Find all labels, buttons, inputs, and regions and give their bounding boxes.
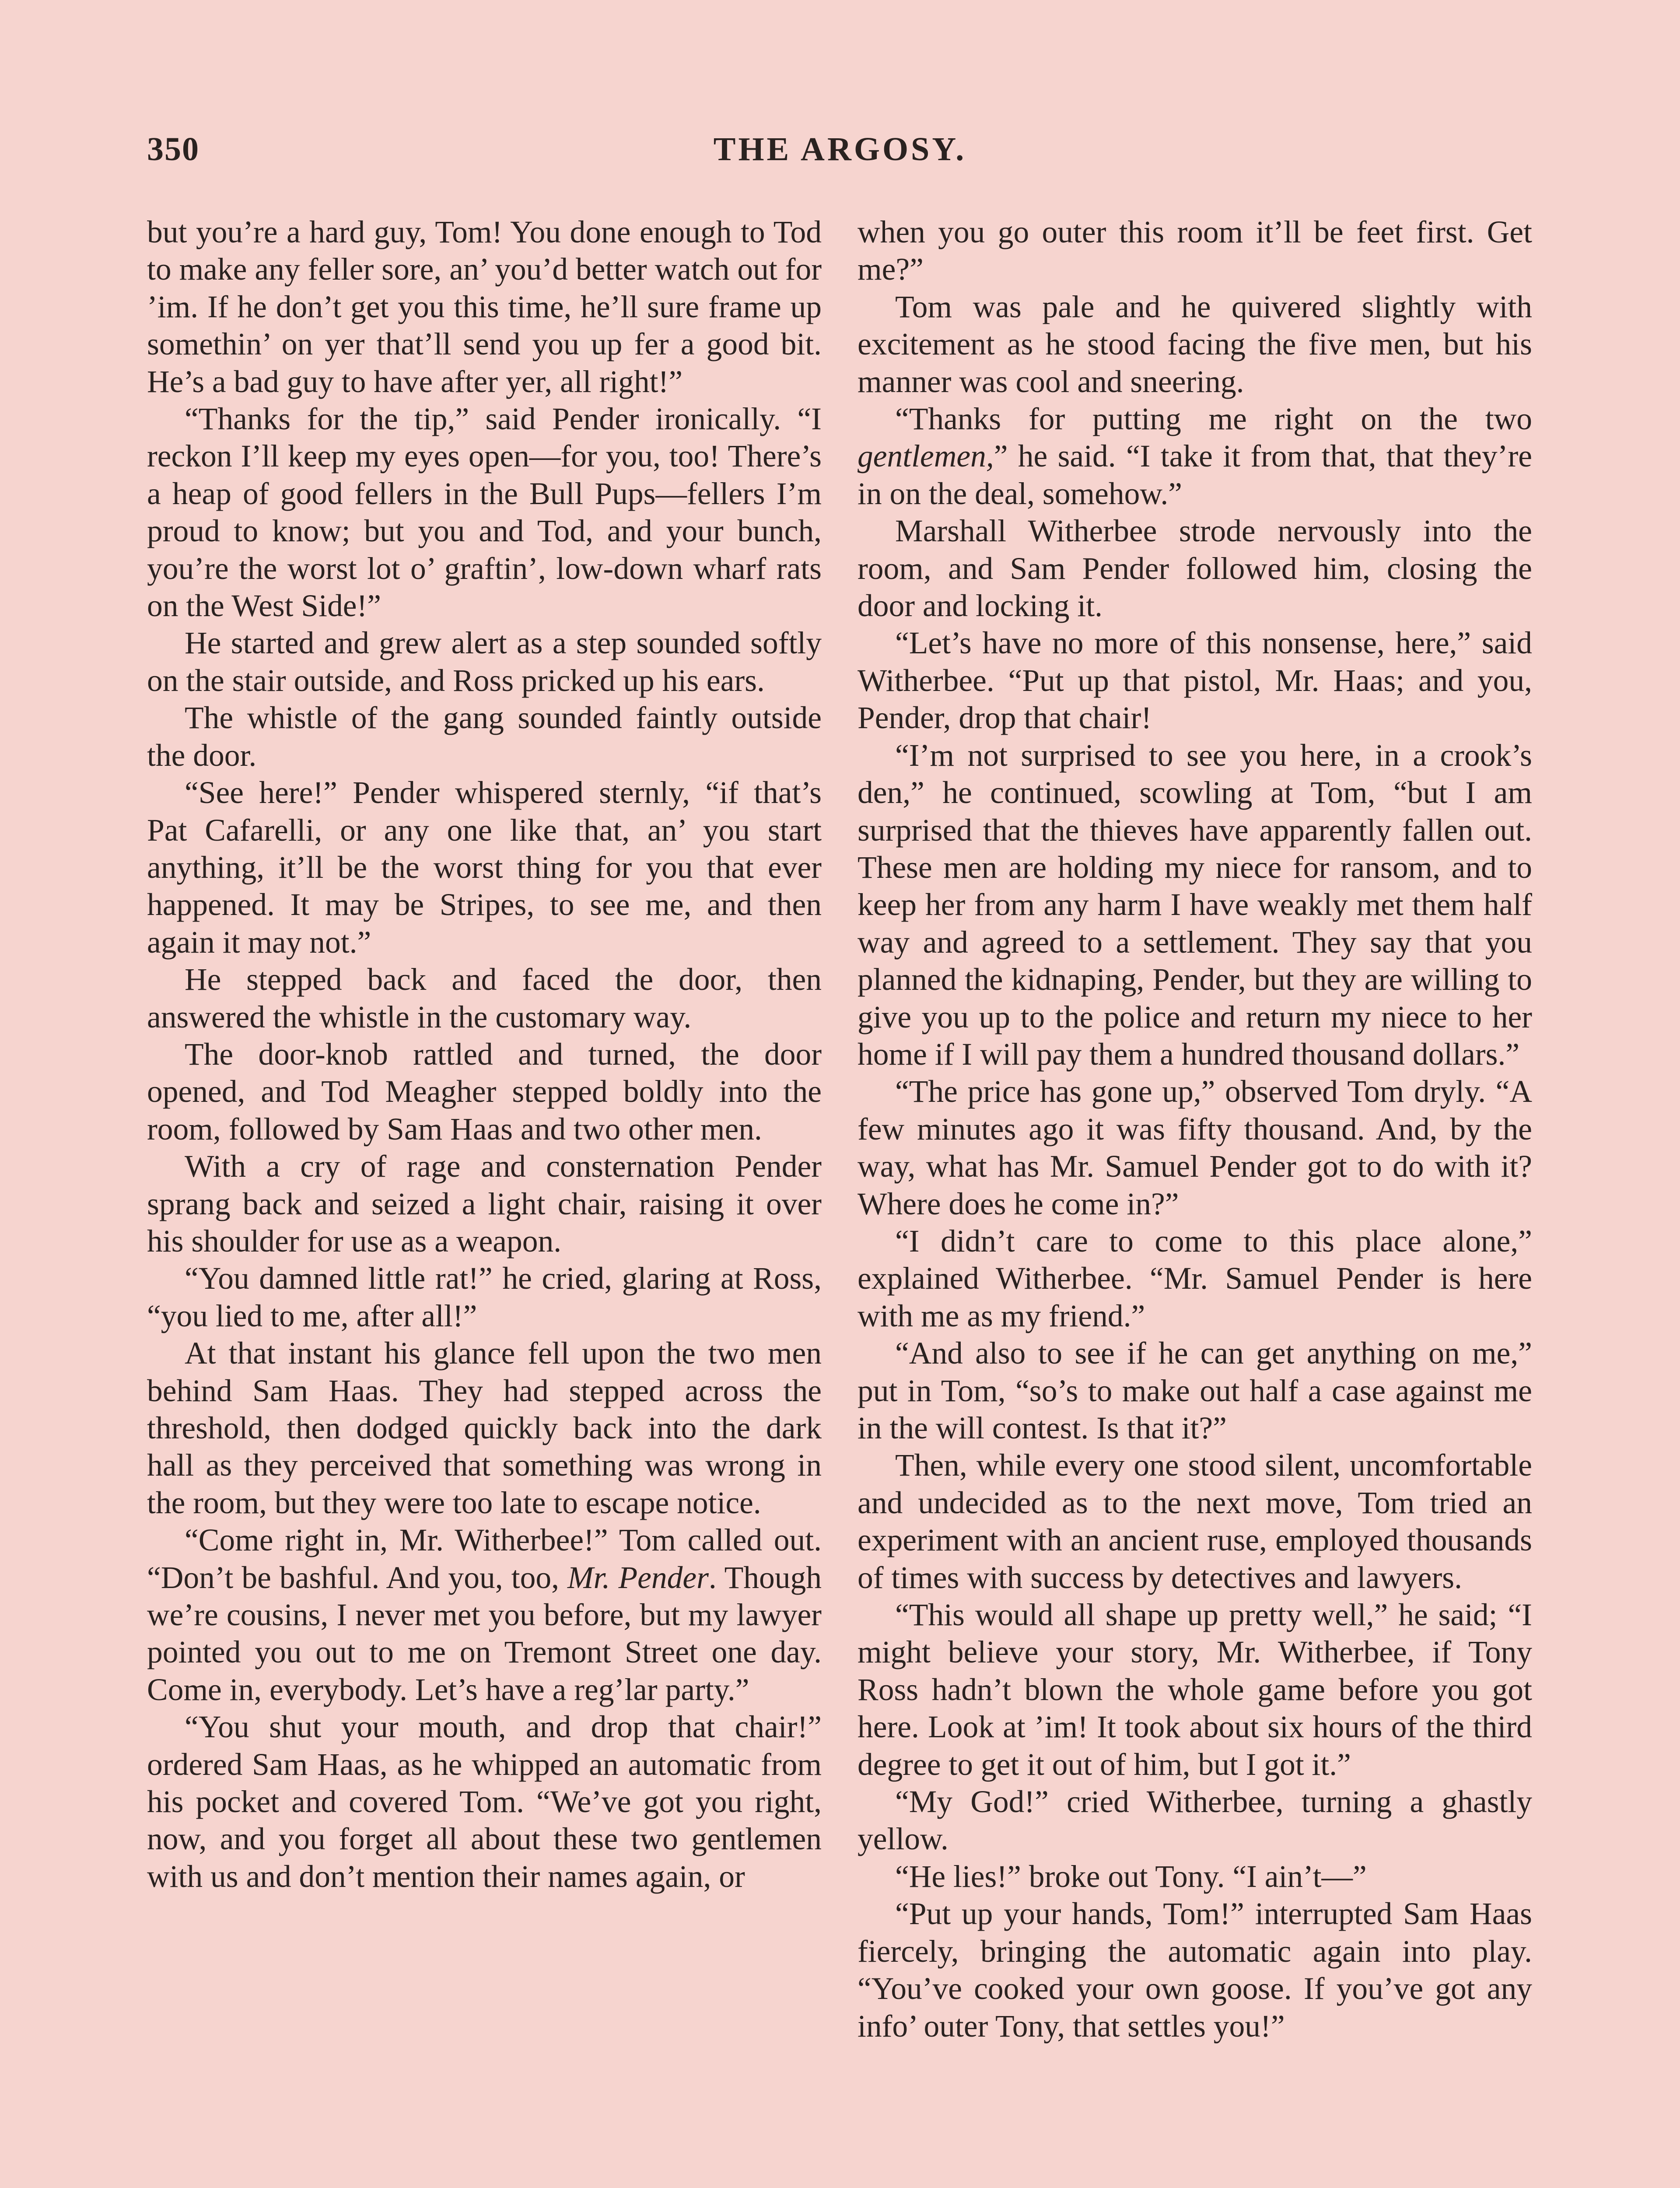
paragraph: He stepped back and faced the door, then answered the whistle in the customary way. [147, 962, 822, 1034]
paragraph: “I didn’t care to come to this place alone,” explained Witherbee. “Mr. Samuel Pender is here with me as my friend.” [858, 1224, 1532, 1333]
running-head: THE ARGOSY. [713, 131, 967, 168]
paragraph: when you go outer this room it’ll be feet first. Get me?” [858, 215, 1532, 287]
paragraph [858, 400, 1532, 512]
paragraph: “See here!” Pender whispered sternly, “if that’s Pat Cafarelli, or any one like that, an’ you start anything, it’ll be the worst thing for you that ever happened. It may be Stripes, to see me, and then again it may not.” [147, 775, 822, 960]
paragraph-text: “Come right in, Mr. Witherbee!” Tom called out. “Don’t be bashful. And you, too, [147, 1523, 822, 1595]
paragraph: “This would all shape up pretty well,” he said; “I might believe your story, Mr. Witherbee, if Tony Ross hadn’t blown the whole game before you got here. Look at ’im! It took about six hours of the third degree to get it out of him, but I got it.” [858, 1598, 1532, 1782]
paragraph: At that instant his glance fell upon the two men behind Sam Haas. They had stepped across the threshold, then dodged quickly back into the dark hall as they perceived that something was wrong in the room, but they were too late to escape notice. [147, 1336, 822, 1520]
paragraph-text: . Though we’re cousins, I never met you before, but my lawyer pointed you out to me on Tremont Street one day. Come in, everybody. Let’s have a reg’lar party.” [147, 1560, 822, 1707]
paragraph: “And also to see if he can get anything on me,” put in Tom, “so’s to make out half a case against me in the will contest. Is that it?” [858, 1336, 1532, 1445]
paragraph: “He lies!” broke out Tony. “I ain’t—” [895, 1859, 1367, 1894]
paragraph: “Let’s have no more of this nonsense, here,” said Witherbee. “Put up that pistol, Mr. Haas; and you, Pender, drop that chair! [858, 626, 1532, 736]
paragraph: “I’m not surprised to see you here, in a crook’s den,” he continued, scowling at Tom, “but I am surprised that the thieves have apparently fallen out. These men are holding my niece for ransom, and to keep her from any harm I have weakly met them half way and agreed to a settlement. They say that you planned the kidnaping, Pender, but they are willing to give you up to the police and return my niece to her home if I will pay them a hundred thousand dollars.” [858, 738, 1532, 1072]
paragraph: “You shut your mouth, and drop that chair!” ordered Sam Haas, as he whipped an automatic from his pocket and covered Tom. “We’ve got you right, now, and you forget all about these two gentlemen with us and don’t mention their names again, or [147, 1710, 822, 1894]
paragraph: Tom was pale and he quivered slightly with excitement as he stood facing the five men, but his manner was cool and sneering. [858, 289, 1532, 399]
paragraph: “My God!” cried Witherbee, turning a ghastly yellow. [858, 1785, 1532, 1857]
paragraph: Marshall Witherbee strode nervously into the room, and Sam Pender followed him, closing the door and locking it. [858, 514, 1532, 624]
left-column [147, 214, 822, 1895]
italic-name: Mr. Pender [567, 1560, 709, 1595]
paragraph-text: “Thanks for putting me right on the two [895, 402, 1532, 437]
paragraph-text: ” he said. “I take it from that, that they’re in on the deal, somehow.” [858, 439, 1532, 511]
paragraph: Then, while every one stood silent, uncomfortable and undecided as to the next move, Tom tried an experiment with an ancient ruse, employed thousands of times with success by detectives and lawyers. [858, 1448, 1532, 1595]
italic-word: gentlemen, [858, 439, 994, 474]
paragraph [147, 1522, 822, 1708]
paragraph: “Thanks for the tip,” said Pender ironically. “I reckon I’ll keep my eyes open—for you, too! There’s a heap of good fellers in the Bull Pups—fellers I’m proud to know; but you and Tod, and your bunch, you’re the worst lot o’ graftin’, low-down wharf rats on the West Side!” [147, 402, 822, 624]
paragraph: With a cry of rage and consternation Pender sprang back and seized a light chair, raising it over his shoulder for use as a weapon. [147, 1149, 822, 1259]
paragraph: “The price has gone up,” observed Tom dryly. “A few minutes ago it was fifty thousand. And, by the way, what has Mr. Samuel Pender got to do with it? Where does he come in?” [858, 1074, 1532, 1221]
paragraph: The door-knob rattled and turned, the door opened, and Tod Meagher stepped boldly into the room, followed by Sam Haas and two other men. [147, 1037, 822, 1147]
paragraph: He started and grew alert as a step sounded softly on the stair outside, and Ross pricked up his ears. [147, 626, 822, 698]
paragraph: The whistle of the gang sounded faintly outside the door. [147, 701, 822, 773]
right-column [858, 214, 1532, 2045]
paragraph: “You damned little rat!” he cried, glaring at Ross, “you lied to me, after all!” [147, 1261, 822, 1333]
page-number: 350 [147, 131, 200, 168]
paragraph: but you’re a hard guy, Tom! You done enough to Tod to make any feller sore, an’ you’d better watch out for ’im. If he don’t get you this time, he’ll sure frame up somethin’ on yer that’ll send you up fer a good bit. He’s a bad guy to have after yer, all right!” [147, 215, 822, 399]
paragraph: “Put up your hands, Tom!” interrupted Sam Haas fiercely, bringing the automatic again into play. “You’ve cooked your own goose. If you’ve got any info’ outer Tony, that settles you!” [858, 1897, 1532, 2044]
